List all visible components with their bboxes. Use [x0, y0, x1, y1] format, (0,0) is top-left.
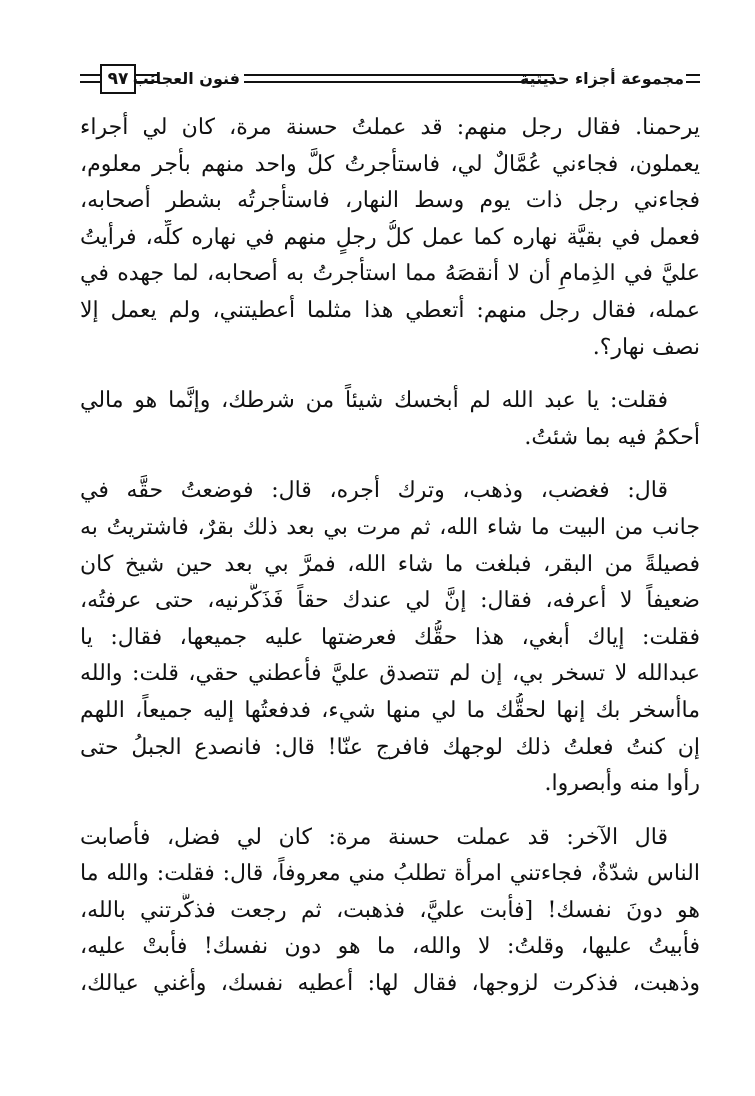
text-line: ماأسخر بك إنها لحقُّك ما لي منها شيء، فدفعتُها إليه جميعاً، اللهم — [80, 697, 700, 723]
text-line: جانب من البيت ما شاء الله، ثم مرت بي بعد ذلك بقرٌ، فاشتريتُ به — [80, 514, 700, 540]
text-line: قال الآخر: قد عملت حسنة مرة: كان لي فضل، فأصابت — [80, 824, 668, 850]
section-title: فنون العجائب — [132, 69, 240, 88]
paragraph-spacer — [80, 803, 700, 820]
text-line: عمله، فقال رجل منهم: أتعطي هذا مثلما أعطيتني، ولم يعمل إلا — [80, 297, 700, 323]
text-line: الناس شدّةٌ، فجاءتني امرأة تطلبُ مني معروفاً، قال: فقلت: والله ما — [80, 861, 700, 887]
text-line: فجاءني رجل ذات يوم وسط النهار، فاستأجرتُه بشطر أصحابه، — [80, 188, 700, 214]
text-line: يعملون، فجاءني عُمَّالٌ لي، فاستأجرتُ كلَّ واحد منهم بأجر معلوم، — [80, 151, 700, 177]
text-line: هو دونَ نفسك! [فأبت عليَّ، فذهبت، ثم رجعت فذكَّرتني بالله، — [80, 897, 700, 923]
paragraph-spacer — [80, 366, 700, 383]
text-line: فأبيتُ عليها، وقلتُ: لا والله، ما هو دون نفسك! فأبتْ عليه، — [80, 934, 700, 960]
paragraph-spacer — [80, 456, 700, 473]
text-line: نصف نهار؟. — [592, 334, 700, 360]
text-line: رأوا منه وأبصروا. — [544, 771, 700, 797]
paragraph-4 — [80, 820, 700, 1003]
text-line: قال: فغضب، وذهب، وترك أجره، قال: فوضعتُ حقَّه في — [80, 478, 668, 504]
text-line: عبدالله لا تسخر بي، إن لم تتصدق عليَّ فأعطني حقي، قلت: والله — [80, 661, 700, 687]
paragraph-2 — [80, 383, 700, 456]
text-line: فصيلةً من البقر، فبلغت ما شاء الله، فمرَّ بي بعد حين شيخ كان — [80, 551, 700, 577]
header-double-rule-left — [80, 74, 100, 83]
text-line: إن كنتُ فعلتُ ذلك لوجهك فافرج عنّا! قال: فانصدع الجبلُ حتى — [80, 734, 700, 760]
page-number: ٩٧ — [100, 64, 136, 94]
header-double-rule-right — [686, 74, 700, 83]
running-header — [80, 62, 700, 102]
header-double-rule-long — [244, 74, 554, 83]
text-line: يرحمنا. فقال رجل منهم: قد عملتُ حسنة مرة، كان لي أجراء — [80, 115, 700, 140]
text-line: عليَّ في الذِمامِ أن لا أنقصَهُ مما استأجرتُ به أصحابه، لما جهده في — [80, 261, 700, 287]
text-line: فقلت: إياك أبغي، هذا حقُّك فعرضتها عليه جميعها، فقال: يا — [80, 624, 700, 650]
text-line: فعمل في بقيَّة نهاره كما عمل كلُّ رجلٍ منهم في نهاره كلِّه، فرأيتُ — [80, 224, 700, 250]
text-line: أحكمُ فيه بما شئتُ. — [524, 424, 700, 450]
paragraph-3 — [80, 473, 700, 802]
book-title: مجموعة أجزاء حديثية — [519, 69, 684, 88]
text-line: ضعيفاً لا أعرفه، فقال: إنَّ لي عندك حقاً فَذَكَّرنيه، حتى عرفتُه، — [80, 588, 700, 614]
main-text — [80, 110, 700, 1003]
text-line: فقلت: يا عبد الله لم أبخسك شيئاً من شرطك، وإنَّما هو مالي — [80, 388, 668, 414]
paragraph-1 — [80, 110, 700, 366]
text-line: وذهبت، فذكرت لزوجها، فقال لها: أعطيه نفسك، وأغني عيالك، — [80, 971, 700, 997]
